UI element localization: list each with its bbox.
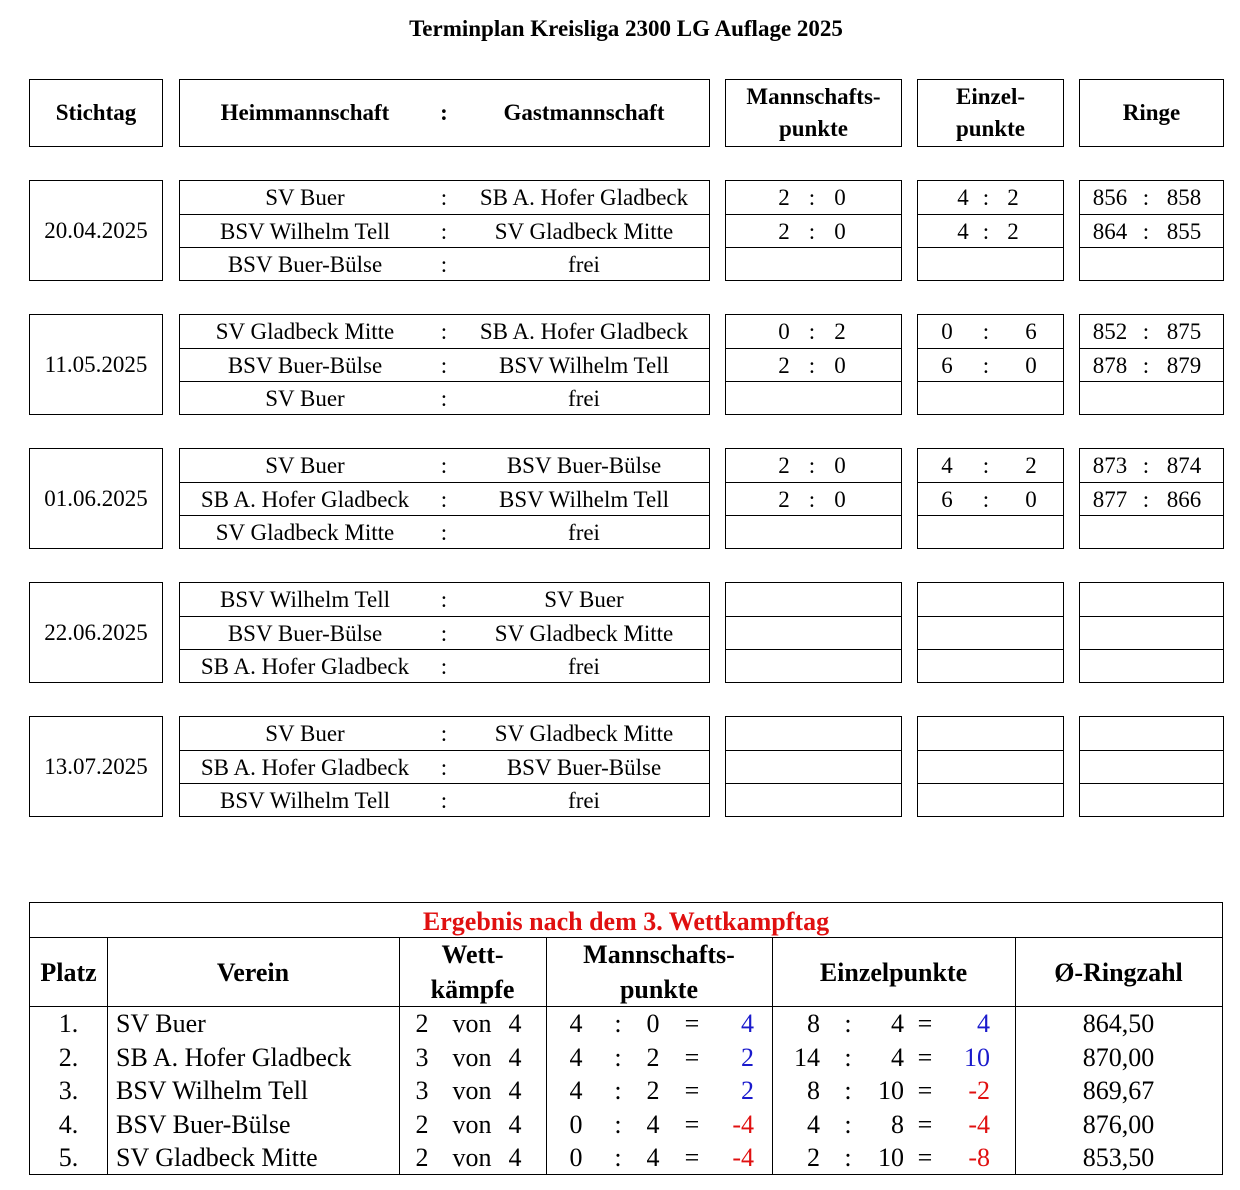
- row-divider: [1080, 616, 1223, 617]
- row-divider: [726, 616, 901, 617]
- mp-home: 2: [778, 353, 790, 378]
- away-team: SV Gladbeck Mitte: [494, 721, 674, 746]
- results-header-mp-line1: Mannschafts-: [583, 940, 735, 969]
- results-platz: 4.: [58, 1110, 79, 1139]
- vs-colon: :: [440, 788, 448, 813]
- home-team: SB A. Hofer Gladbeck: [200, 755, 410, 780]
- results-ep-colon: :: [844, 1043, 852, 1072]
- mp-home: 2: [778, 453, 790, 478]
- results-verein: SB A. Hofer Gladbeck: [116, 1043, 352, 1072]
- ringe-box: [1079, 448, 1224, 549]
- results-mp-minus: 2: [646, 1076, 660, 1105]
- ep-away: 2: [1007, 185, 1019, 210]
- away-team: frei: [568, 788, 600, 813]
- results-mp-colon: :: [614, 1043, 622, 1072]
- home-team: SB A. Hofer Gladbeck: [200, 654, 410, 679]
- away-team: BSV Buer-Bülse: [506, 755, 662, 780]
- results-header-mp-line2: punkte: [619, 975, 699, 1004]
- results-ringzahl: 869,67: [1082, 1076, 1155, 1105]
- results-wk-von: von: [452, 1110, 492, 1139]
- home-team: SV Buer: [265, 386, 345, 411]
- ep-away: 6: [1025, 319, 1037, 344]
- results-mp-eq: =: [684, 1143, 700, 1172]
- home-team: BSV Buer-Bülse: [227, 353, 383, 378]
- results-mp-plus: 4: [569, 1076, 583, 1105]
- results-ep-colon: :: [844, 1110, 852, 1139]
- results-ep-colon: :: [844, 1076, 852, 1105]
- results-table: [29, 902, 1223, 1175]
- results-header-ringzahl: Ø-Ringzahl: [1054, 957, 1183, 987]
- ringe-colon: :: [1142, 453, 1150, 478]
- ringe-away: 858: [1166, 185, 1202, 210]
- results-header-einzelpunkte: Einzelpunkte: [819, 957, 968, 987]
- round-date-box: [29, 582, 163, 683]
- results-ep-plus: 4: [807, 1110, 820, 1139]
- row-divider: [918, 616, 1063, 617]
- header-gast-label: Gastmannschaft: [503, 100, 665, 125]
- results-wk-count: 2: [415, 1143, 429, 1172]
- mp-away: 0: [834, 487, 846, 512]
- row-divider: [918, 783, 1063, 784]
- mp-away: 0: [834, 219, 846, 244]
- away-team: frei: [568, 520, 600, 545]
- ep-home: 6: [941, 353, 953, 378]
- away-team: SV Buer: [544, 587, 624, 612]
- away-team: SB A. Hofer Gladbeck: [479, 185, 689, 210]
- mannschaftspunkte-box: [725, 582, 902, 683]
- ringe-home: 877: [1092, 487, 1128, 512]
- round-date-box: [29, 716, 163, 817]
- ep-home: 0: [941, 319, 953, 344]
- mp-away: 2: [834, 319, 846, 344]
- ringe-box: [1079, 716, 1224, 817]
- results-ep-diff: 10: [964, 1043, 990, 1072]
- results-ep-minus: 4: [891, 1009, 904, 1038]
- vs-colon: :: [440, 587, 448, 612]
- ringe-box: [1079, 314, 1224, 415]
- mannschaftspunkte-box: [725, 314, 902, 415]
- ringe-box: [1079, 582, 1224, 683]
- results-ep-minus: 8: [891, 1110, 904, 1139]
- einzelpunkte-box: [917, 448, 1064, 549]
- round-date: 22.06.2025: [44, 619, 148, 645]
- results-verein: SV Buer: [116, 1009, 206, 1038]
- matches-box: [179, 716, 710, 817]
- vs-colon: :: [440, 755, 448, 780]
- ringe-home: 873: [1092, 453, 1128, 478]
- results-ep-minus: 4: [891, 1043, 904, 1072]
- einzelpunkte-box: [917, 582, 1064, 683]
- round-date-box: [29, 448, 163, 549]
- ringe-home: 852: [1092, 319, 1128, 344]
- vs-colon: :: [440, 386, 448, 411]
- away-team: frei: [568, 654, 600, 679]
- home-team: SV Buer: [265, 721, 345, 746]
- round-date: 01.06.2025: [44, 485, 148, 511]
- results-header-mannschaftspunkte: [546, 938, 772, 1006]
- results-ep-plus: 14: [794, 1043, 820, 1072]
- mannschaftspunkte-box: [725, 716, 902, 817]
- home-team: BSV Buer-Bülse: [227, 252, 383, 277]
- results-mp-diff: 2: [741, 1076, 754, 1105]
- ep-home: 4: [957, 185, 969, 210]
- ringe-home: 878: [1092, 353, 1128, 378]
- ep-home: 4: [957, 219, 969, 244]
- results-ep-plus: 2: [807, 1143, 820, 1172]
- header-ringe: [1079, 79, 1224, 147]
- row-divider: [1080, 783, 1223, 784]
- ep-colon: :: [982, 319, 990, 344]
- results-wk-von: von: [452, 1076, 492, 1105]
- mp-colon: :: [808, 319, 816, 344]
- results-header-wettkaempfe: [399, 938, 546, 1006]
- page-title: Terminplan Kreisliga 2300 LG Auflage 2025: [409, 16, 843, 41]
- ep-colon: :: [982, 185, 990, 210]
- round-date: 13.07.2025: [44, 753, 148, 779]
- mp-away: 0: [834, 453, 846, 478]
- header-mannschaftspunkte: [725, 79, 902, 147]
- einzelpunkte-box: [917, 716, 1064, 817]
- vs-colon: :: [440, 353, 448, 378]
- results-mp-colon: :: [614, 1110, 622, 1139]
- results-ep-plus: 8: [807, 1009, 820, 1038]
- results-wk-count: 2: [415, 1009, 429, 1038]
- header-mp-line1: Mannschafts-: [746, 84, 881, 109]
- results-ep-plus: 8: [807, 1076, 820, 1105]
- results-verein: SV Gladbeck Mitte: [116, 1143, 318, 1172]
- results-wk-total: 4: [508, 1009, 522, 1038]
- results-wk-total: 4: [508, 1043, 522, 1072]
- home-team: BSV Wilhelm Tell: [220, 219, 390, 244]
- results-header-wk-line2: kämpfe: [430, 975, 515, 1004]
- away-team: BSV Wilhelm Tell: [499, 353, 669, 378]
- row-divider: [918, 750, 1063, 751]
- vs-colon: :: [440, 453, 448, 478]
- mp-colon: :: [808, 185, 816, 210]
- mp-colon: :: [808, 487, 816, 512]
- results-wk-von: von: [452, 1009, 492, 1038]
- round-date-box: [29, 180, 163, 281]
- header-einzelpunkte: [917, 79, 1064, 147]
- home-team: SV Buer: [265, 453, 345, 478]
- results-mp-eq: =: [684, 1043, 700, 1072]
- home-team: SV Gladbeck Mitte: [215, 319, 395, 344]
- header-heim-label: Heimmannschaft: [220, 100, 390, 125]
- away-team: BSV Buer-Bülse: [506, 453, 662, 478]
- row-divider: [726, 649, 901, 650]
- results-header-wk-line1: Wett-: [441, 940, 504, 969]
- results-ringzahl: 876,00: [1082, 1110, 1155, 1139]
- matches-box: [179, 448, 710, 549]
- results-wk-count: 3: [415, 1076, 429, 1105]
- results-header-platz: Platz: [40, 957, 97, 987]
- ep-home: 6: [941, 487, 953, 512]
- einzelpunkte-box: [917, 180, 1064, 281]
- header-teams: [179, 79, 710, 147]
- row-divider: [1080, 649, 1223, 650]
- vs-colon: :: [440, 487, 448, 512]
- results-mp-plus: 4: [569, 1043, 583, 1072]
- results-ep-diff: -2: [968, 1076, 990, 1105]
- results-ep-colon: :: [844, 1009, 852, 1038]
- header-stichtag-label: Stichtag: [55, 100, 137, 125]
- results-ep-eq: =: [917, 1043, 933, 1072]
- results-mp-minus: 4: [646, 1143, 660, 1172]
- results-ep-diff: -8: [968, 1143, 990, 1172]
- vs-colon: :: [440, 252, 448, 277]
- home-team: BSV Wilhelm Tell: [220, 788, 390, 813]
- results-wk-von: von: [452, 1043, 492, 1072]
- results-ep-eq: =: [917, 1076, 933, 1105]
- ringe-away: 874: [1166, 453, 1202, 478]
- results-mp-eq: =: [684, 1009, 700, 1038]
- ep-home: 4: [941, 453, 953, 478]
- results-mp-eq: =: [684, 1110, 700, 1139]
- results-ringzahl: 864,50: [1082, 1009, 1155, 1038]
- ringe-colon: :: [1142, 185, 1150, 210]
- header-ep-line2: punkte: [955, 116, 1026, 141]
- results-verein: BSV Buer-Bülse: [116, 1110, 291, 1139]
- ep-away: 0: [1025, 353, 1037, 378]
- away-team: SV Gladbeck Mitte: [494, 219, 674, 244]
- ringe-colon: :: [1142, 219, 1150, 244]
- home-team: BSV Wilhelm Tell: [220, 587, 390, 612]
- round-date: 20.04.2025: [44, 217, 148, 243]
- results-title: Ergebnis nach dem 3. Wettkampftag: [422, 907, 830, 936]
- ringe-colon: :: [1142, 319, 1150, 344]
- ringe-colon: :: [1142, 487, 1150, 512]
- results-platz: 3.: [58, 1076, 79, 1105]
- results-mp-colon: :: [614, 1009, 622, 1038]
- header-mp-line2: punkte: [778, 116, 849, 141]
- matches-box: [179, 582, 710, 683]
- mannschaftspunkte-box: [725, 448, 902, 549]
- results-wk-von: von: [452, 1143, 492, 1172]
- results-mp-plus: 0: [569, 1110, 583, 1139]
- results-platz: 1.: [58, 1009, 79, 1038]
- results-mp-plus: 0: [569, 1143, 583, 1172]
- ringe-home: 864: [1092, 219, 1128, 244]
- header-ringe-label: Ringe: [1122, 100, 1181, 125]
- vs-colon: :: [440, 219, 448, 244]
- ep-away: 0: [1025, 487, 1037, 512]
- ep-away: 2: [1007, 219, 1019, 244]
- header-stichtag: [29, 79, 163, 147]
- ep-away: 2: [1025, 453, 1037, 478]
- ringe-box: [1079, 180, 1224, 281]
- home-team: SV Gladbeck Mitte: [215, 520, 395, 545]
- mp-away: 0: [834, 353, 846, 378]
- results-platz: 2.: [58, 1043, 79, 1072]
- results-ep-diff: -4: [968, 1110, 990, 1139]
- results-mp-minus: 4: [646, 1110, 660, 1139]
- away-team: BSV Wilhelm Tell: [499, 487, 669, 512]
- results-ep-diff: 4: [977, 1009, 990, 1038]
- results-ep-eq: =: [917, 1009, 933, 1038]
- vs-colon: :: [440, 319, 448, 344]
- results-mp-plus: 4: [569, 1009, 583, 1038]
- header-colon: :: [440, 100, 448, 125]
- ringe-away: 855: [1166, 219, 1202, 244]
- results-mp-colon: :: [614, 1076, 622, 1105]
- ringe-home: 856: [1092, 185, 1128, 210]
- vs-colon: :: [440, 185, 448, 210]
- results-wk-total: 4: [508, 1110, 522, 1139]
- results-mp-diff: 2: [741, 1043, 754, 1072]
- results-wk-total: 4: [508, 1143, 522, 1172]
- results-ep-minus: 10: [878, 1143, 904, 1172]
- away-team: SV Gladbeck Mitte: [494, 621, 674, 646]
- ringe-away: 875: [1166, 319, 1202, 344]
- vs-colon: :: [440, 621, 448, 646]
- vs-colon: :: [440, 654, 448, 679]
- results-ep-colon: :: [844, 1143, 852, 1172]
- mp-home: 2: [778, 219, 790, 244]
- vs-colon: :: [440, 721, 448, 746]
- results-mp-diff: -4: [732, 1110, 754, 1139]
- row-divider: [726, 750, 901, 751]
- round-date-box: [29, 314, 163, 415]
- header-ep-line1: Einzel-: [956, 84, 1025, 109]
- results-wk-total: 4: [508, 1076, 522, 1105]
- results-mp-minus: 2: [646, 1043, 660, 1072]
- results-ep-minus: 10: [878, 1076, 904, 1105]
- matches-box: [179, 180, 710, 281]
- mannschaftspunkte-box: [725, 180, 902, 281]
- home-team: SV Buer: [265, 185, 345, 210]
- mp-home: 2: [778, 487, 790, 512]
- home-team: SB A. Hofer Gladbeck: [200, 487, 410, 512]
- results-wk-count: 3: [415, 1043, 429, 1072]
- results-wk-count: 2: [415, 1110, 429, 1139]
- ringe-away: 879: [1166, 353, 1202, 378]
- results-ringzahl: 870,00: [1082, 1043, 1155, 1072]
- results-mp-colon: :: [614, 1143, 622, 1172]
- home-team: BSV Buer-Bülse: [227, 621, 383, 646]
- ringe-colon: :: [1142, 353, 1150, 378]
- results-verein: BSV Wilhelm Tell: [116, 1076, 309, 1105]
- results-mp-eq: =: [684, 1076, 700, 1105]
- mp-home: 0: [778, 319, 790, 344]
- ringe-away: 866: [1166, 487, 1202, 512]
- matches-box: [179, 314, 710, 415]
- results-ep-eq: =: [917, 1143, 933, 1172]
- ep-colon: :: [982, 219, 990, 244]
- mp-colon: :: [808, 453, 816, 478]
- mp-away: 0: [834, 185, 846, 210]
- results-mp-diff: 4: [741, 1009, 754, 1038]
- results-platz: 5.: [58, 1143, 79, 1172]
- results-header-verein: Verein: [216, 957, 290, 987]
- row-divider: [726, 783, 901, 784]
- ep-colon: :: [982, 487, 990, 512]
- mp-colon: :: [808, 219, 816, 244]
- row-divider: [918, 649, 1063, 650]
- results-ringzahl: 853,50: [1082, 1143, 1155, 1172]
- mp-home: 2: [778, 185, 790, 210]
- mp-colon: :: [808, 353, 816, 378]
- results-mp-minus: 0: [646, 1009, 660, 1038]
- einzelpunkte-box: [917, 314, 1064, 415]
- ep-colon: :: [982, 353, 990, 378]
- away-team: frei: [568, 252, 600, 277]
- away-team: frei: [568, 386, 600, 411]
- round-date: 11.05.2025: [44, 351, 148, 377]
- results-ep-eq: =: [917, 1110, 933, 1139]
- results-mp-diff: -4: [732, 1143, 754, 1172]
- away-team: SB A. Hofer Gladbeck: [479, 319, 689, 344]
- row-divider: [1080, 750, 1223, 751]
- ep-colon: :: [982, 453, 990, 478]
- vs-colon: :: [440, 520, 448, 545]
